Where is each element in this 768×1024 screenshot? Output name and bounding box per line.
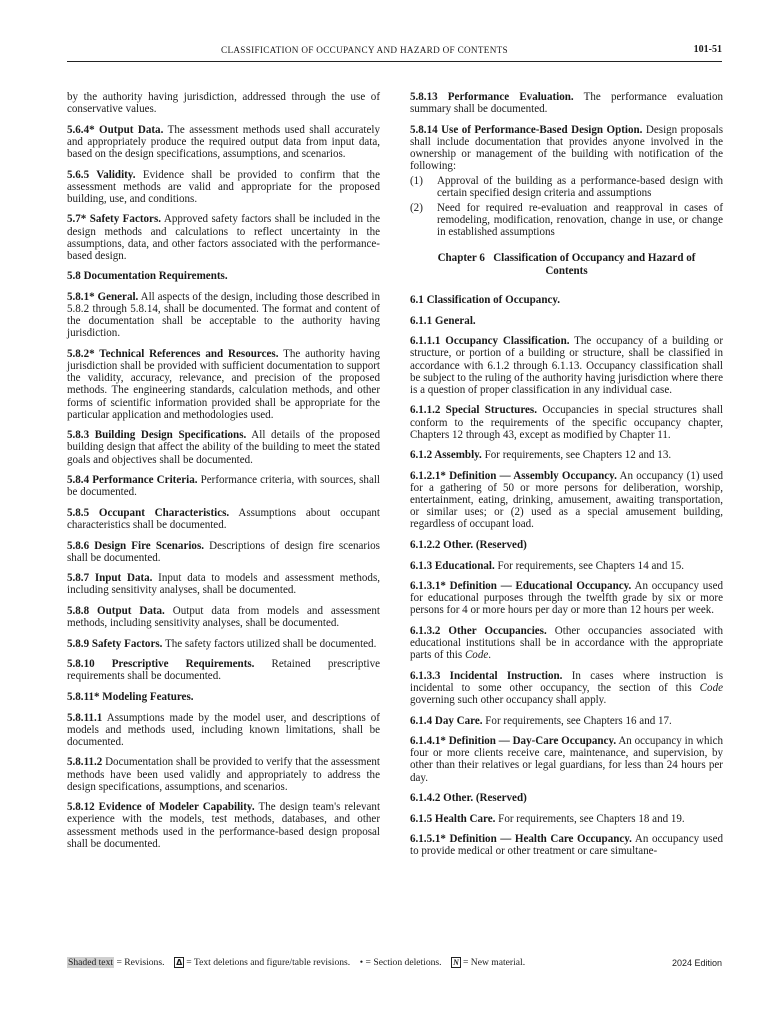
section-heading: 5.6.4* Output Data. [67,123,164,136]
right-column [410,91,723,866]
section-5-8-1: 5.8.1* General. All aspects of the design, including those described in 5.8.2 through 5.8.14, shall be documented. The format and content of the documentation shall be acceptable to the authority having jurisdiction. [67,290,380,340]
page-number: 101-51 [693,44,722,55]
running-title: CLASSIFICATION OF OCCUPANCY AND HAZARD OF CONTENTS [221,45,508,55]
section-5-8-5: 5.8.5 Occupant Characteristics. Assumptions about occupant characteristics shall be documented. [67,506,380,532]
section-heading: 6.1.2.1* Definition — Assembly Occupancy. [410,469,617,482]
section-6-1-5-1: 6.1.5.1* Definition — Health Care Occupancy. An occupancy used to provide medical or other treatment or care simultane- [410,833,723,858]
section-heading: 5.8.2* Technical References and Resources. [67,348,279,360]
section-5-8-14: 5.8.14 Use of Performance-Based Design Option. Design proposals shall include documentation that provides anyone involved in the ownership or management of the building with notification of the following: [410,123,723,173]
section-5-8-13: 5.8.13 Performance Evaluation. The performance evaluation summary shall be documented. [410,91,723,116]
page-footer [67,957,722,971]
section-5-8-2: 5.8.2* Technical References and Resources. The authority having jurisdiction shall be provided with sufficient documentation to support the validity, accuracy, relevance, and precision of the proposed methods. The engineering standards, calculation methods, and other forms of scientific information provided shall be appropriate for the particular application and methodologies used. [67,348,380,421]
section-5-8-8: 5.8.8 Output Data. Output data from models and assessment methods, including sensitivity analyses, shall be documented. [67,605,380,630]
section-5-8-4: 5.8.4 Performance Criteria. Performance criteria, with sources, shall be documented. [67,474,380,499]
section-heading: 6.1.3.2 Other Occupancies. [410,624,547,637]
section-5-6-4: 5.6.4* Output Data. The assessment methods used shall accurately and appropriately produce the required output data from input data, based on the design specifications, assumptions, and scenarios. [67,123,380,161]
section-heading: 5.7* Safety Factors. [67,213,162,226]
section-6-1-4: 6.1.4 Day Care. For requirements, see Chapters 16 and 17. [410,714,672,727]
section-heading: 5.8.6 Design Fire Scenarios. [67,539,204,552]
section-5-8: 5.8 Documentation Requirements. [67,270,228,283]
section-6-1-1-2: 6.1.1.2 Special Structures. Occupancies in special structures shall conform to the requirements of the specific occupancy chapter, Chapters 12 through 43, except as modified by Chapter 11. [410,404,724,441]
section-heading: 6.1.5.1* Definition — Health Care Occupancy. [410,833,632,846]
section-6-1: 6.1 Classification of Occupancy. [410,294,561,307]
section-6-1-3-2: 6.1.3.2 Other Occupancies. Other occupancies associated with educational institutions shall be in accordance with the appropriate parts of this Code. [410,624,724,662]
section-heading: 6.1.4.1* Definition — Day-Care Occupancy. [410,735,617,748]
section-5-8-10: 5.8.10 Prescriptive Requirements. Retained prescriptive requirements shall be documented. [67,658,381,683]
section-6-1-3-1: 6.1.3.1* Definition — Educational Occupancy. An occupancy used for educational purposes through the twelfth grade by six or more persons for 4 or more hours per day or more than 12 hours per week. [410,580,724,617]
list-item: (1) Approval of the building as a performance-based design with certain specified design criteria and assumptions [410,175,723,200]
section-6-1-5: 6.1.5 Health Care. For requirements, see Chapters 18 and 19. [410,812,685,825]
section-5-8-7: 5.8.7 Input Data. Input data to models and assessment methods, including sensitivity analyses, shall be documented. [67,572,381,597]
revision-legend: Shaded text = Revisions. Δ = Text deletions and figure/table revisions. • = Section deletions. N = New material. [68,957,526,968]
section-6-1-2-2: 6.1.2.2 Other. (Reserved) [410,538,527,551]
section-6-1-1: 6.1.1 General. [410,314,476,327]
section-heading: 5.8.5 Occupant Characteristics. [67,506,230,519]
section-heading: 5.8.9 Safety Factors. [67,637,163,650]
section-5-8-9: 5.8.9 Safety Factors. The safety factors utilized shall be documented. [67,637,377,650]
section-heading: 5.8.12 Evidence of Modeler Capability. [67,801,255,814]
bullet-icon: • [359,957,364,968]
section-5-8-11: 5.8.11* Modeling Features. [67,690,194,703]
section-heading: 5.8.8 Output Data. [67,605,165,617]
page-header [67,41,722,62]
section-heading: 6.1.3.1* Definition — Educational Occupancy. [410,580,632,593]
section-heading: 6.1.4 Day Care. [410,714,483,727]
section-heading: 6.1.3.3 Incidental Instruction. [410,669,563,682]
paragraph: by the authority having jurisdiction, addressed through the use of conservative values. [67,91,380,116]
edition-label: 2024 Edition [671,958,722,968]
section-5-8-6: 5.8.6 Design Fire Scenarios. Descriptions of design fire scenarios shall be documented. [67,539,380,564]
section-heading: 5.8.11.2 [67,756,103,769]
section-6-1-2: 6.1.2 Assembly. For requirements, see Chapters 12 and 13. [410,449,672,462]
chapter-heading: Chapter 6 Classification of Occupancy and Hazard of Contents [437,252,699,278]
section-6-1-3: 6.1.3 Educational. For requirements, see Chapters 14 and 15. [410,559,685,572]
section-heading: 5.8.3 Building Design Specifications. [67,429,247,442]
section-heading: 5.8.13 Performance Evaluation. [410,91,574,103]
list-item: (2) Need for required re-evaluation and reapproval in cases of remodeling, modification, renovation, change in use, or change in established assumptions [410,201,723,238]
section-6-1-3-3: 6.1.3.3 Incidental Instruction. In cases where instruction is incidental to some other occupancy, the section of this Code governing such other occupancy shall apply. [410,669,723,707]
section-6-1-2-1: 6.1.2.1* Definition — Assembly Occupancy. An occupancy (1) used for a gathering of 50 or more persons for deliberation, worship, entertainment, eating, drinking, amusement, awaiting transportation, or similar uses; or (2) used as a special amusement building, regardless of occupant load. [410,469,723,531]
section-heading: 6.1.3 Educational. [410,559,495,572]
section-5-8-11-1: 5.8.11.1 Assumptions made by the model user, and descriptions of models and methods used, including known limitations, shall be documented. [67,711,380,748]
left-column [67,91,380,858]
numbered-list [410,175,723,238]
section-5-8-12: 5.8.12 Evidence of Modeler Capability. The design team's relevant experience with the models, test methods, databases, and other assessment methods used in the performance-based design proposal shall be documented. [67,801,381,850]
section-5-8-3: 5.8.3 Building Design Specifications. All details of the proposed building design that affect the ability of the building to meet the stated goals and objectives shall be documented. [67,429,380,466]
section-6-1-4-2: 6.1.4.2 Other. (Reserved) [410,792,527,805]
section-heading: 5.8.7 Input Data. [67,572,153,585]
section-heading: 5.8.11.1 [67,711,103,724]
section-heading: 6.1.5 Health Care. [410,812,496,825]
section-6-1-1-1: 6.1.1.1 Occupancy Classification. The occupancy of a building or structure, or portion of a building or structure, shall be classified in accordance with 6.1.2 through 6.1.13. Occupancy classification shall be subject to the ruling of the authority having jurisdiction where there is a question of proper classification in any individual case. [410,335,723,396]
section-heading: 6.1.1.2 Special Structures. [410,404,537,417]
section-heading: 5.8.10 Prescriptive Requirements. [67,658,255,671]
section-heading: 5.8.1* General. [67,290,139,303]
shaded-text-sample: Shaded text [68,957,114,968]
section-5-7: 5.7* Safety Factors. Approved safety factors shall be included in the design methods and calculations to reflect uncertainty in the assumptions, data, and other factors associated with the performance-based design. [67,213,380,262]
delta-icon: Δ [176,958,183,967]
section-5-8-11-2: 5.8.11.2 Documentation shall be provided to verify that the assessment methods have been used validly and appropriately to address the design specifications, assumptions, and scenarios. [67,756,380,793]
section-heading: 5.6.5 Validity. [67,168,136,181]
new-material-icon: N [453,958,459,967]
section-heading: 6.1.1.1 Occupancy Classification. [410,335,570,348]
section-6-1-4-1: 6.1.4.1* Definition — Day-Care Occupancy. An occupancy in which four or more clients receive care, maintenance, and supervision, by other than their relatives or legal guardians, for less than 24 hours per day. [410,735,724,784]
section-heading: 6.1.2 Assembly. [410,449,482,462]
section-5-6-5: 5.6.5 Validity. Evidence shall be provided to confirm that the assessment methods are valid and appropriate for the proposed building, use, and conditions. [67,168,380,205]
section-heading: 5.8.14 Use of Performance-Based Design Option. [410,123,643,136]
section-heading: 5.8.4 Performance Criteria. [67,474,198,487]
